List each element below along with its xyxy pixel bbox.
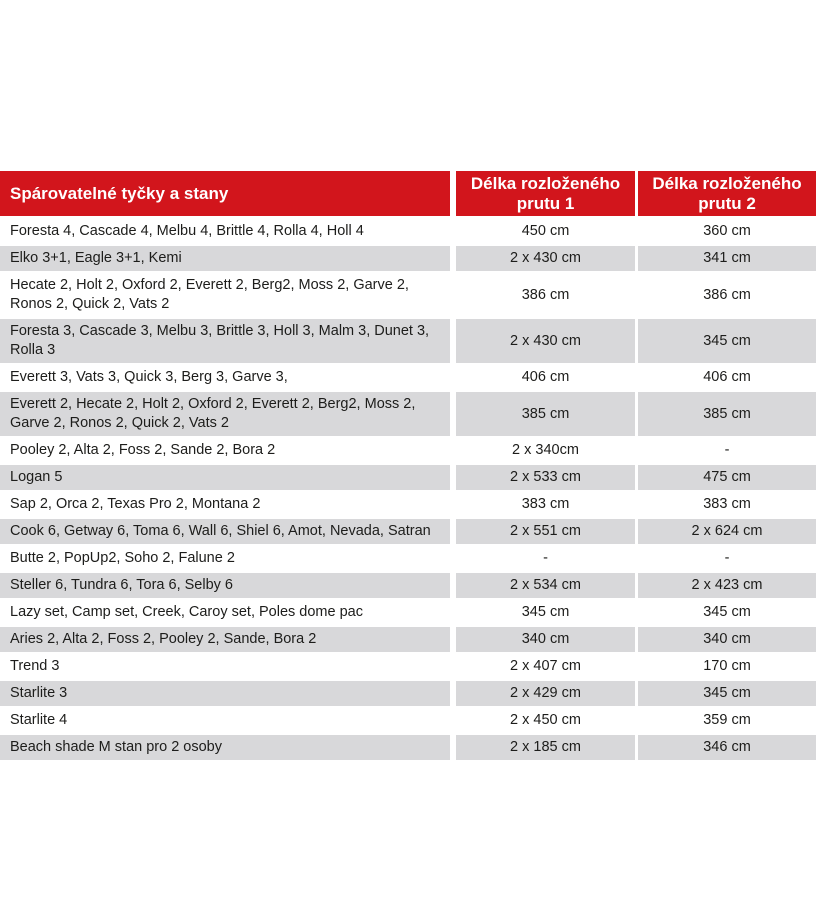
row-models: Everett 2, Hecate 2, Holt 2, Oxford 2, Everett 2, Berg2, Moss 2, Garve 2, Ronos 2, Quick 2, Vats 2: [0, 392, 450, 436]
row-length-1: 406 cm: [456, 365, 635, 390]
row-length-1: 2 x 534 cm: [456, 573, 635, 598]
row-length-1: 2 x 551 cm: [456, 519, 635, 544]
row-length-2: 340 cm: [638, 627, 816, 652]
row-models: Sap 2, Orca 2, Texas Pro 2, Montana 2: [0, 492, 450, 517]
pole-length-table: [0, 171, 816, 762]
table-row: [0, 600, 816, 625]
row-length-2: 345 cm: [638, 319, 816, 363]
table-row: [0, 546, 816, 571]
row-length-1: 340 cm: [456, 627, 635, 652]
row-length-2: 386 cm: [638, 273, 816, 317]
row-length-1: 2 x 533 cm: [456, 465, 635, 490]
row-length-1: 2 x 430 cm: [456, 246, 635, 271]
row-models: Hecate 2, Holt 2, Oxford 2, Everett 2, Berg2, Moss 2, Garve 2, Ronos 2, Quick 2, Vats 2: [0, 273, 450, 317]
row-models: Starlite 4: [0, 708, 450, 733]
row-length-2: 345 cm: [638, 600, 816, 625]
row-length-1: 385 cm: [456, 392, 635, 436]
row-length-2: 406 cm: [638, 365, 816, 390]
row-models: Foresta 3, Cascade 3, Melbu 3, Brittle 3, Holl 3, Malm 3, Dunet 3, Rolla 3: [0, 319, 450, 363]
row-models: Logan 5: [0, 465, 450, 490]
row-length-1: -: [456, 546, 635, 571]
row-models: Pooley 2, Alta 2, Foss 2, Sande 2, Bora 2: [0, 438, 450, 463]
row-length-1: 2 x 407 cm: [456, 654, 635, 679]
table-row: [0, 319, 816, 363]
row-length-2: 359 cm: [638, 708, 816, 733]
row-length-2: 2 x 624 cm: [638, 519, 816, 544]
table-row: [0, 573, 816, 598]
table-row: [0, 365, 816, 390]
table-row: [0, 519, 816, 544]
row-length-1: 2 x 430 cm: [456, 319, 635, 363]
table-row: [0, 735, 816, 760]
row-models: Butte 2, PopUp2, Soho 2, Falune 2: [0, 546, 450, 571]
row-length-1: 450 cm: [456, 219, 635, 244]
row-models: Elko 3+1, Eagle 3+1, Kemi: [0, 246, 450, 271]
header-length1-column: Délka rozloženého prutu 1: [456, 171, 635, 216]
row-length-1: 383 cm: [456, 492, 635, 517]
header-models-column: Spárovatelné tyčky a stany: [0, 171, 450, 216]
row-length-2: 475 cm: [638, 465, 816, 490]
row-models: Lazy set, Camp set, Creek, Caroy set, Poles dome pac: [0, 600, 450, 625]
table-row: [0, 438, 816, 463]
row-length-1: 386 cm: [456, 273, 635, 317]
row-length-1: 345 cm: [456, 600, 635, 625]
row-length-2: -: [638, 546, 816, 571]
row-models: Foresta 4, Cascade 4, Melbu 4, Brittle 4, Rolla 4, Holl 4: [0, 219, 450, 244]
table-row: [0, 219, 816, 244]
table-row: [0, 708, 816, 733]
table-header-row: [0, 171, 816, 216]
row-models: Aries 2, Alta 2, Foss 2, Pooley 2, Sande, Bora 2: [0, 627, 450, 652]
table-row: [0, 273, 816, 317]
row-length-2: 360 cm: [638, 219, 816, 244]
row-length-2: 346 cm: [638, 735, 816, 760]
table-row: [0, 627, 816, 652]
row-length-1: 2 x 429 cm: [456, 681, 635, 706]
table-row: [0, 654, 816, 679]
row-models: Trend 3: [0, 654, 450, 679]
table-row: [0, 465, 816, 490]
row-length-1: 2 x 185 cm: [456, 735, 635, 760]
row-models: Cook 6, Getway 6, Toma 6, Wall 6, Shiel 6, Amot, Nevada, Satran: [0, 519, 450, 544]
row-models: Starlite 3: [0, 681, 450, 706]
table-row: [0, 246, 816, 271]
row-length-2: -: [638, 438, 816, 463]
table-row: [0, 392, 816, 436]
row-length-2: 345 cm: [638, 681, 816, 706]
row-length-2: 385 cm: [638, 392, 816, 436]
table-body: [0, 219, 816, 760]
row-length-2: 383 cm: [638, 492, 816, 517]
table-row: [0, 492, 816, 517]
row-length-2: 2 x 423 cm: [638, 573, 816, 598]
row-models: Steller 6, Tundra 6, Tora 6, Selby 6: [0, 573, 450, 598]
table-row: [0, 681, 816, 706]
row-length-1: 2 x 450 cm: [456, 708, 635, 733]
row-length-2: 170 cm: [638, 654, 816, 679]
header-length2-column: Délka rozloženého prutu 2: [638, 171, 816, 216]
row-length-2: 341 cm: [638, 246, 816, 271]
row-models: Everett 3, Vats 3, Quick 3, Berg 3, Garve 3,: [0, 365, 450, 390]
row-models: Beach shade M stan pro 2 osoby: [0, 735, 450, 760]
row-length-1: 2 x 340cm: [456, 438, 635, 463]
